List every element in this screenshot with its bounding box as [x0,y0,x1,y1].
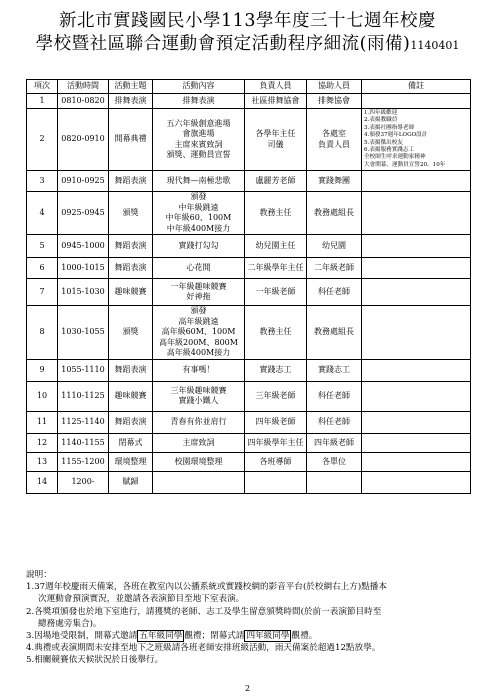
cell-content-line: 高年級60M、100M [161,327,236,337]
note-3-post: 觀禮。 [291,631,318,642]
cell-time: 1030-1055 [58,306,109,360]
note-1-text-a: 1.37週年校慶雨天備案，各班在教室內以公播系統或實踐校網的影音平台(於校網右上方)點播本 [26,582,387,593]
cell-theme: 舞蹈表演 [109,235,153,258]
cell-notes [362,94,471,109]
cell-content [153,192,245,235]
cell-lead [245,452,307,471]
note-3-pre: 3.因場地受限制，開幕式邀請 [26,631,138,642]
table-row [27,411,471,433]
cell-lead-line: 盧麗芳老師 [255,176,296,185]
cell-content-line: 實踐打勾勾 [178,241,219,250]
cell-theme: 頒獎 [109,192,153,235]
table-header-row [27,80,471,94]
cell-assist [307,433,362,452]
cell-theme: 閉幕式 [109,433,153,452]
cell-time: 1015-1030 [58,279,109,306]
cell-assist [307,258,362,279]
cell-lead-line: 一年級老師 [255,287,296,296]
cell-notes-line: 3.表揚社團指導老師 [364,124,415,131]
note-4: 4.典禮或表演期間未安排至地下之班級請各班老師安排班級活動，雨天備案於超過12點放學。 [26,643,381,654]
cell-content [153,94,245,109]
notes-title: 說明： [26,570,52,580]
table-row [27,279,471,306]
cell-lead [245,411,307,433]
cell-assist-line: 幼兒園 [322,241,346,250]
cell-theme: 舞蹈表演 [109,411,153,433]
cell-content [153,433,245,452]
cell-no: 4 [27,192,58,235]
cell-no: 11 [27,411,58,433]
note-3-grade5-box: 五年級同學 [139,631,183,642]
cell-theme: 舞蹈表演 [109,359,153,381]
header-notes: 備註 [362,80,471,94]
cell-content-line: 中年級400M接力 [166,223,231,233]
cell-no: 6 [27,258,58,279]
cell-no: 8 [27,306,58,360]
note-3 [26,630,481,642]
cell-lead-line: 三年級老師 [255,391,296,400]
cell-notes [362,235,471,258]
cell-theme: 舞蹈表演 [109,258,153,279]
cell-content-line: 中年級跳遠 [178,202,219,212]
cell-assist [307,279,362,306]
cell-content [153,171,245,192]
cell-lead [245,306,307,360]
cell-no: 5 [27,235,58,258]
cell-no: 14 [27,471,58,493]
cell-time: 1000-1015 [58,258,109,279]
cell-no: 13 [27,452,58,471]
cell-time: 1110-1125 [58,381,109,411]
cell-content-line: 五六年級創意進場 [166,118,231,128]
header-assist: 協助人員 [307,80,362,94]
cell-assist [307,452,362,471]
cell-assist-line: 實踐志工 [318,365,350,374]
cell-content [153,306,245,360]
cell-theme: 賦歸 [109,471,153,493]
cell-notes [362,171,471,192]
cell-theme: 環境整理 [109,452,153,471]
note-5: 5.相關競賽依天候狀況於日後舉行。 [26,655,164,666]
cell-content [153,411,245,433]
cell-content-line: 排舞表演 [182,95,215,105]
document-title-line1: 新北市實踐國民小學113學年度三十七週年校慶 [59,11,436,31]
cell-content [153,109,245,171]
cell-assist-line: 科任老師 [318,391,350,400]
cell-content [153,381,245,411]
cell-assist-line: 教務處組長 [314,208,354,217]
cell-assist-line: 科任老師 [318,287,350,296]
cell-content-line: 心花開 [186,263,211,272]
cell-notes [362,192,471,235]
cell-time: 0945-1000 [58,235,109,258]
cell-lead-line: 四年級學年主任 [247,437,304,447]
header-content: 活動內容 [153,80,245,94]
cell-theme: 趣味競賽 [109,381,153,411]
cell-content-line: 主席致詞 [182,437,215,447]
cell-assist [307,306,362,360]
cell-notes [362,411,471,433]
cell-assist-line: 排舞協會 [318,95,350,105]
cell-lead-line: 社區排舞協會 [251,95,300,105]
cell-assist-line: 各處室 [322,129,346,139]
document-title-line2 [0,33,495,57]
cell-theme: 舞蹈表演 [109,171,153,192]
cell-assist-line: 科任老師 [318,417,350,426]
cell-no: 2 [27,109,58,171]
cell-notes [362,471,471,493]
cell-notes-line: 5.表揚傑出校友 [364,139,403,146]
cell-notes-line: 4.頒發37週年LOGO設計 [364,132,428,139]
note-1-text-b: 次運動會預演實況，並邀請各表演節目至地下室表演。 [38,594,245,605]
table-row [27,306,471,360]
schedule-table [26,79,471,494]
cell-content-line: 有事嗎！ [182,365,215,374]
header-time: 活動時間 [58,80,109,94]
table-row [27,359,471,381]
cell-notes [362,381,471,411]
cell-notes [362,433,471,452]
table-row [27,192,471,235]
cell-content [153,359,245,381]
cell-assist [307,235,362,258]
cell-content [153,235,245,258]
cell-lead-line: 各學年主任 [255,129,296,139]
cell-lead [245,171,307,192]
cell-content [153,258,245,279]
note-3-mid: 觀禮；閉幕式請 [184,631,245,642]
cell-no: 10 [27,381,58,411]
cell-notes-line: 大會開幕、運動員宣誓20、10年 [364,161,446,168]
table-row [27,109,471,171]
cell-content [153,471,245,493]
cell-assist [307,359,362,381]
cell-content-line: 好神拖 [186,292,211,302]
cell-lead-line: 幼兒園主任 [255,241,296,250]
cell-time: 0820-0910 [58,109,109,171]
cell-time: 0910-0925 [58,171,109,192]
cell-theme: 排舞表演 [109,94,153,109]
cell-lead-line: 二年級學年主任 [247,263,304,272]
cell-content-line: 中年級60、100M [165,213,232,223]
cell-no: 7 [27,279,58,306]
cell-assist-line: 四年級老師 [314,437,354,447]
explanation-notes [26,569,481,667]
cell-assist-line: 二年級老師 [314,263,354,272]
cell-assist-line: 實踐舞團 [318,176,350,185]
cell-lead [245,235,307,258]
note-2-text-a: 2.各獎項頒發也於地下室進行，請獲獎的老師、志工及學生留意頒獎時間(於前一表演節目時至 [26,606,382,617]
cell-lead [245,258,307,279]
document-title-text: 學校暨社區聯合運動會預定活動程序細流(雨備) [35,34,411,54]
cell-assist [307,94,362,109]
cell-notes-line: 1.四年級歡迎 [364,110,398,116]
cell-notes [362,359,471,381]
cell-lead-line: 實踐志工 [259,365,292,374]
cell-lead-line: 教務主任 [259,208,292,217]
cell-time: 1200- [58,471,109,493]
cell-lead [245,381,307,411]
cell-time: 1055-1110 [58,359,109,381]
table-row [27,258,471,279]
table-row [27,94,471,109]
cell-lead [245,279,307,306]
cell-content-line: 一年級趣味競賽 [170,281,227,291]
cell-notes [362,279,471,306]
header-theme: 活動主題 [109,80,153,94]
cell-assist [307,192,362,235]
cell-content-line: 會旗進場 [182,129,215,139]
cell-content-line: 實踐小鐵人 [178,396,219,406]
cell-no: 3 [27,171,58,192]
cell-notes-line: 全校師生呼求運動家精神 [364,154,426,161]
cell-lead [245,109,307,171]
cell-no: 1 [27,94,58,109]
cell-assist [307,381,362,411]
cell-no: 12 [27,433,58,452]
cell-time: 1140-1155 [58,433,109,452]
cell-notes [362,452,471,471]
cell-notes [362,306,471,360]
cell-notes-line: 6.表揚服務實踐志工 [364,147,415,154]
cell-content-line: 高年級400M接力 [166,348,231,358]
note-2-text-b: 總務處旁集合)。 [38,618,102,629]
cell-content [153,452,245,471]
cell-theme: 開幕典禮 [109,109,153,171]
header-no: 項次 [27,80,58,94]
cell-assist [307,171,362,192]
cell-lead [245,192,307,235]
cell-assist-line: 教務處組長 [314,327,354,337]
cell-no: 9 [27,359,58,381]
cell-time: 0925-0945 [58,192,109,235]
table-row [27,171,471,192]
cell-assist-line: 各單位 [322,456,346,466]
cell-time: 1125-1140 [58,411,109,433]
cell-content-line: 高年級跳遠 [178,316,219,326]
cell-content-line: 現代舞—南極悲歌 [166,176,231,185]
table-row [27,471,471,493]
header-lead: 負責人員 [245,80,307,94]
page-number: 2 [244,684,251,693]
cell-theme: 趣味競賽 [109,279,153,306]
cell-lead-line: 各班導師 [259,456,292,466]
cell-assist [307,411,362,433]
cell-content-line: 高年級200M、800M [159,337,238,347]
cell-assist [307,471,362,493]
cell-lead-line: 司儀 [267,139,284,149]
cell-lead-line: 四年級老師 [255,417,296,426]
cell-content-line: 校園環境整理 [174,456,223,466]
table-row [27,452,471,471]
cell-time: 1155-1200 [58,452,109,471]
cell-notes-line: 2.表揚教職員 [364,117,398,124]
note-2 [26,606,481,630]
cell-assist [307,109,362,171]
cell-content-line: 三年級趣味競賽 [170,385,227,395]
cell-lead [245,359,307,381]
cell-content-line: 青春有你並肩行 [170,417,227,426]
cell-notes [362,109,471,171]
cell-lead [245,471,307,493]
cell-lead [245,433,307,452]
document-code: 1140401 [410,39,460,52]
cell-theme: 頒獎 [109,306,153,360]
note-3-grade4-box: 四年級同學 [246,631,290,642]
table-row [27,433,471,452]
cell-content-line: 頒獎、運動員宣誓 [166,150,231,160]
cell-lead [245,94,307,109]
cell-content-line: 頒發 [190,306,207,316]
table-row [27,381,471,411]
cell-content [153,279,245,306]
cell-time: 0810-0820 [58,94,109,109]
table-row [27,235,471,258]
cell-notes [362,258,471,279]
cell-assist-line: 負責人員 [318,139,350,149]
cell-content-line: 主席來賓致詞 [174,139,223,149]
cell-lead-line: 教務主任 [259,327,292,337]
note-1 [26,581,481,605]
cell-content-line: 頒發 [190,192,207,202]
